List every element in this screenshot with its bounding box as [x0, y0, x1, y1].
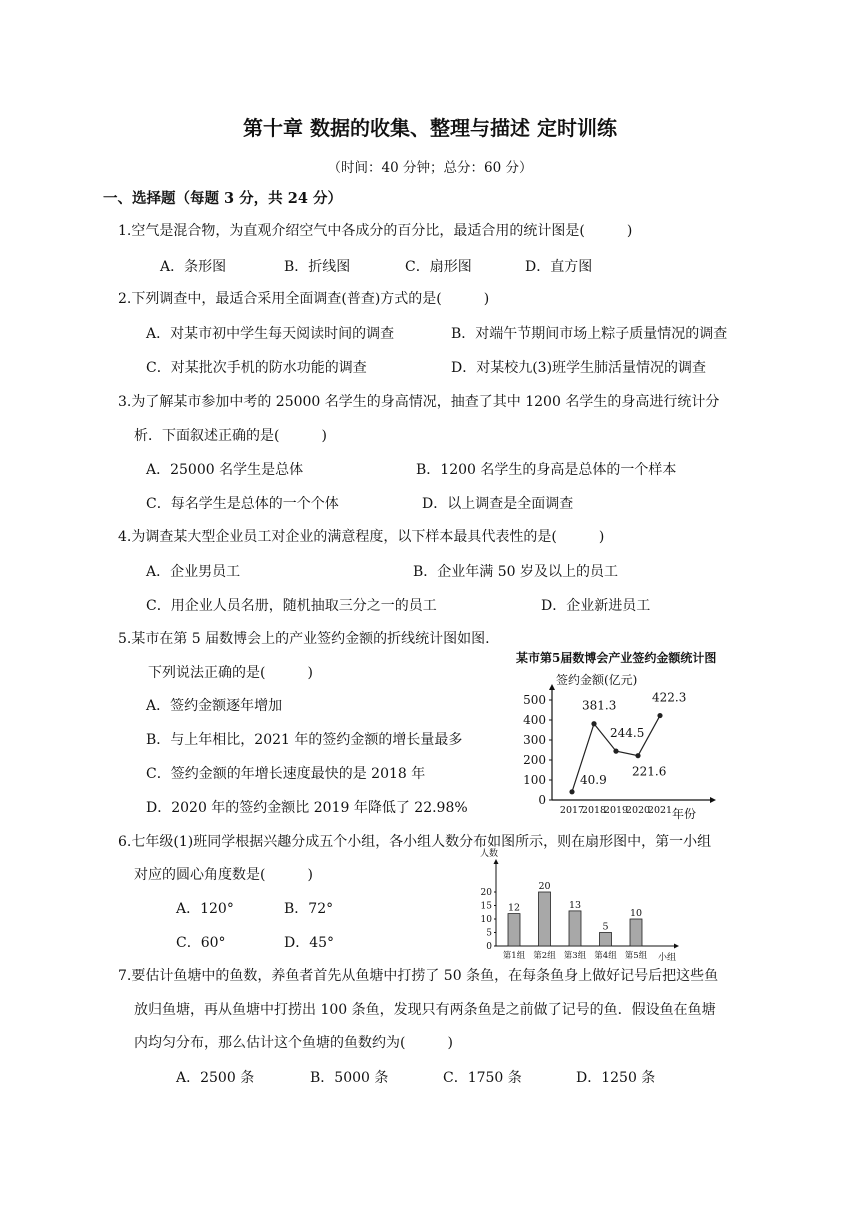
question-5-option-c: C．签约金额的年增长速度最快的是 2018 年 — [146, 766, 426, 782]
question-4-stem: 4.为调查某大型企业员工对企业的满意程度，以下样本最具代表性的是( ) — [118, 529, 605, 545]
line-chart-data-label: 381.3 — [582, 698, 617, 713]
bar-chart-bar — [600, 933, 612, 947]
section-heading: 一、选择题（每题 3 分，共 24 分） — [103, 190, 342, 207]
line-chart-x-tick-label: 2019 — [603, 805, 629, 816]
question-1-option-d: D．直方图 — [525, 259, 593, 275]
bar-chart-data-label: 5 — [602, 921, 609, 933]
question-7-stem-line-2: 放归鱼塘，再从鱼塘中打捞出 100 条鱼，发现只有两条鱼是之前做了记号的鱼．假设鱼在鱼塘 — [134, 1002, 716, 1018]
line-chart-x-tick-label: 2020 — [625, 805, 651, 816]
question-3-stem-line-1: 3.为了解某市参加中考的 25000 名学生的身高情况，抽查了其中 1200 名学生的身高进行统计分 — [118, 394, 720, 410]
line-chart-point — [569, 789, 574, 794]
question-7-stem-line-3: 内均匀分布，那么估计这个鱼塘的鱼数约为( ) — [134, 1035, 453, 1051]
line-chart-y-tick-label: 400 — [523, 713, 546, 727]
line-chart-x-tick-label: 2017 — [559, 805, 585, 816]
bar-chart-category-label: 第3组 — [563, 951, 587, 961]
line-chart-point — [591, 721, 596, 726]
page-title: 第十章 数据的收集、整理与描述 定时训练 — [243, 116, 617, 140]
question-3-option-a: A．25000 名学生是总体 — [146, 462, 304, 478]
question-4-option-a: A．企业男员工 — [146, 564, 241, 580]
question-3-option-b: B．1200 名学生的身高是总体的一个样本 — [416, 462, 677, 478]
bar-chart-data-label: 13 — [568, 899, 582, 911]
bar-chart-category-label: 第2组 — [533, 951, 556, 961]
question-5-stem-line-1: 5.某市在第 5 届数博会上的产业签约金额的折线统计图如图. — [118, 631, 490, 647]
question-4-option-d: D．企业新进员工 — [541, 598, 651, 614]
question-6-option-d: D．45° — [284, 935, 335, 951]
bar-chart-category-label: 第1组 — [502, 951, 526, 961]
line-chart-x-tick-label: 2021 — [647, 805, 673, 816]
question-6-option-c: C．60° — [176, 935, 226, 951]
line-chart-data-label: 40.9 — [580, 772, 607, 787]
bar-chart-bar — [539, 892, 551, 946]
bar-chart-category-label: 第5组 — [624, 951, 648, 961]
line-chart-y-tick-label: 0 — [538, 793, 546, 807]
line-chart-y-tick-label: 500 — [523, 693, 546, 707]
bar-chart-y-arrow — [494, 859, 499, 864]
question-5-stem-line-2: 下列说法正确的是( ) — [148, 665, 313, 681]
question-7-option-b: B．5000 条 — [310, 1070, 389, 1086]
line-chart-data-label: 422.3 — [652, 690, 687, 705]
line-chart-y-axis-label: 签约金额(亿元) — [556, 673, 638, 687]
line-chart-title: 某市第5届数博会产业签约金额统计图 — [516, 651, 717, 665]
page-subtitle: （时间：40 分钟；总分：60 分） — [327, 160, 533, 176]
question-2-option-c: C．对某批次手机的防水功能的调查 — [146, 360, 367, 376]
question-3-stem-line-2: 析．下面叙述正确的是( ) — [134, 428, 327, 444]
question-1-option-c: C．扇形图 — [405, 259, 472, 275]
question-7-option-d: D．1250 条 — [576, 1070, 656, 1086]
bar-chart-y-tick-label: 5 — [486, 928, 492, 939]
line-chart-x-tick-label: 2018 — [581, 805, 607, 816]
bar-chart-y-tick-label: 15 — [480, 901, 492, 912]
bar-chart-x-arrow — [674, 944, 679, 949]
bar-chart-data-label: 10 — [629, 908, 643, 919]
question-3-option-c: C．每名学生是总体的一个个体 — [146, 496, 339, 512]
question-6-option-a: A．120° — [176, 901, 234, 917]
line-chart-point — [613, 749, 618, 754]
question-6-option-b: B．72° — [284, 901, 334, 917]
bar-chart — [470, 844, 692, 964]
question-1-stem: 1.空气是混合物，为直观介绍空气中各成分的百分比，最适合用的统计图是( ) — [118, 223, 633, 239]
question-7-stem-line-1: 7.要估计鱼塘中的鱼数，养鱼者首先从鱼塘中打捞了 50 条鱼，在每条鱼身上做好记号后把这些鱼 — [118, 968, 719, 984]
question-2-stem: 2.下列调查中，最适合采用全面调查(普查)方式的是( ) — [118, 291, 490, 307]
question-1-option-a: A．条形图 — [160, 259, 227, 275]
question-2-option-d: D．对某校九(3)班学生肺活量情况的调查 — [451, 360, 707, 376]
bar-chart-bar — [508, 914, 520, 946]
question-1-option-b: B．折线图 — [284, 259, 351, 275]
line-chart-x-axis-label: 年份 — [672, 807, 697, 821]
question-6-stem-line-2: 对应的圆心角度数是( ) — [134, 867, 313, 883]
question-7-option-c: C．1750 条 — [443, 1070, 522, 1086]
question-7-option-a: A．2500 条 — [176, 1070, 255, 1086]
bar-chart-category-label: 第4组 — [594, 951, 617, 961]
question-5-option-a: A．签约金额逐年增加 — [146, 698, 283, 714]
bar-chart-y-tick-label: 20 — [480, 888, 492, 898]
bar-chart-data-label: 20 — [538, 881, 551, 892]
question-2-option-a: A．对某市初中学生每天阅读时间的调查 — [146, 326, 395, 342]
question-4-option-b: B．企业年满 50 岁及以上的员工 — [413, 564, 619, 580]
question-2-option-b: B．对端午节期间市场上粽子质量情况的调查 — [451, 326, 728, 342]
line-chart-y-tick-label: 300 — [523, 733, 546, 747]
line-chart-y-arrow — [549, 684, 555, 690]
bar-chart-x-axis-label: 小组 — [658, 953, 677, 963]
line-chart-data-label: 221.6 — [632, 764, 667, 779]
question-3-option-d: D．以上调查是全面调查 — [422, 496, 574, 512]
bar-chart-bar — [569, 911, 581, 946]
line-chart-y-tick-label: 100 — [523, 773, 546, 787]
line-chart-y-tick-label: 200 — [523, 753, 546, 767]
question-6-stem-line-1: 6.七年级(1)班同学根据兴趣分成五个小组，各小组人数分布如图所示，则在扇形图中，第一小组 — [118, 834, 712, 850]
question-5-option-d: D．2020 年的签约金额比 2019 年降低了 22.98% — [146, 800, 468, 816]
bar-chart-y-axis-label: 人数 — [480, 849, 499, 859]
question-4-option-c: C．用企业人员名册，随机抽取三分之一的员工 — [146, 598, 437, 614]
bar-chart-y-tick-label: 0 — [486, 942, 492, 952]
line-chart-data-label: 244.5 — [610, 726, 645, 741]
line-chart — [500, 646, 760, 826]
line-chart-point — [657, 713, 662, 718]
line-chart-x-arrow — [710, 797, 716, 803]
bar-chart-bar — [630, 919, 642, 946]
bar-chart-y-tick-label: 10 — [480, 915, 492, 925]
line-chart-point — [635, 753, 640, 758]
question-5-option-b: B．与上年相比，2021 年的签约金额的增长量最多 — [146, 732, 463, 748]
bar-chart-data-label: 12 — [507, 902, 521, 914]
